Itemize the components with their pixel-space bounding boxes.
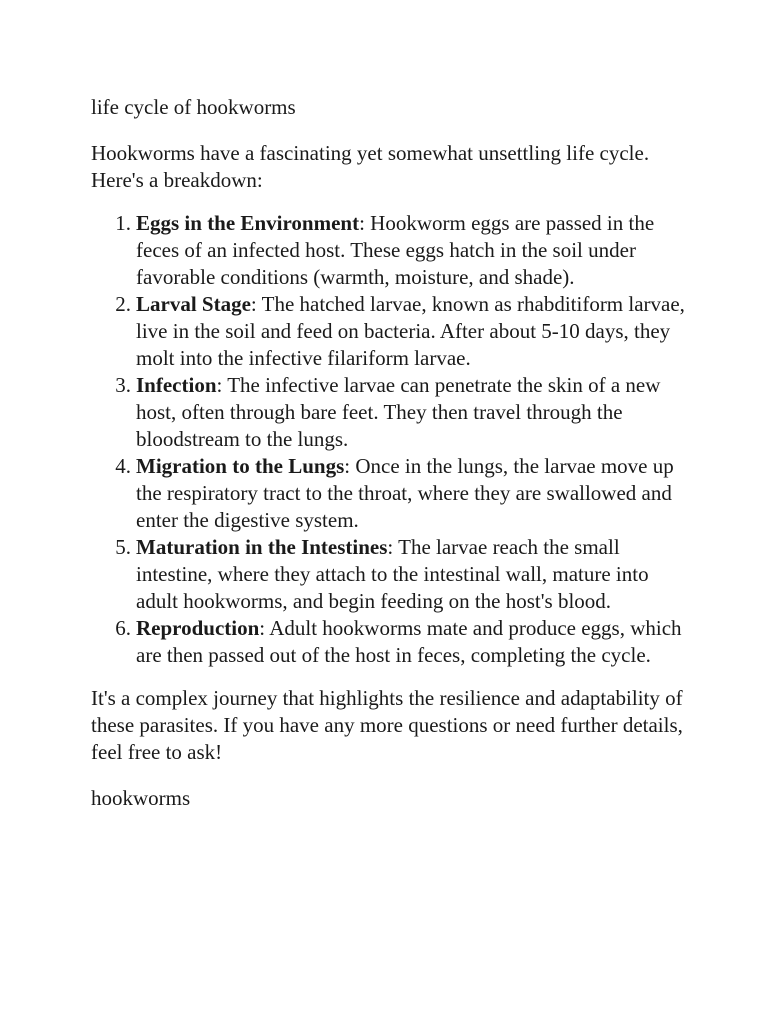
list-number: 5.: [115, 535, 131, 559]
list-number: 2.: [115, 292, 131, 316]
intro-paragraph: Hookworms have a fascinating yet somewhat unsettling life cycle. Here's a breakdown:: [91, 141, 650, 192]
closing-paragraph: It's a complex journey that highlights the resilience and adaptability of these parasites. If you have any more questions or need further details, feel free to ask!: [91, 686, 683, 764]
list-item: [115, 534, 691, 615]
step-term: Larval Stage: [136, 292, 251, 316]
list-item: [115, 453, 691, 534]
life-cycle-list: [91, 210, 691, 669]
step-term: Infection: [136, 373, 217, 397]
list-number: 1.: [115, 211, 131, 235]
list-item: [115, 615, 691, 669]
list-number: 3.: [115, 373, 131, 397]
list-item: [115, 372, 691, 453]
list-number: 4.: [115, 454, 131, 478]
step-description: : Hookworm eggs are passed in the feces of an infected host. These eggs hatch in the soil under favorable conditions (warmth, moisture, and shade).: [136, 211, 655, 289]
topic-tag: hookworms: [91, 786, 191, 810]
list-item: [115, 210, 691, 291]
step-description: : Once in the lungs, the larvae move up the respiratory tract to the throat, where they are swallowed and enter the digestive system.: [136, 454, 674, 532]
step-description: : The larvae reach the small intestine, where they attach to the intestinal wall, mature into adult hookworms, and begin feeding on the host's blood.: [136, 535, 649, 613]
document-page: [91, 94, 691, 812]
step-term: Eggs in the Environment: [136, 211, 360, 235]
step-description: : Adult hookworms mate and produce eggs, which are then passed out of the host in feces, completing the cycle.: [136, 616, 682, 667]
query-text: life cycle of hookworms: [91, 95, 296, 119]
list-item: [115, 291, 691, 372]
step-description: : The infective larvae can penetrate the skin of a new host, often through bare feet. They then travel through the bloodstream to the lungs.: [136, 373, 661, 451]
step-term: Maturation in the Intestines: [136, 535, 388, 559]
list-number: 6.: [115, 616, 131, 640]
step-term: Migration to the Lungs: [136, 454, 345, 478]
step-term: Reproduction: [136, 616, 260, 640]
step-description: : The hatched larvae, known as rhabditiform larvae, live in the soil and feed on bacteria. After about 5-10 days, they molt into the infective filariform larvae.: [136, 292, 685, 370]
